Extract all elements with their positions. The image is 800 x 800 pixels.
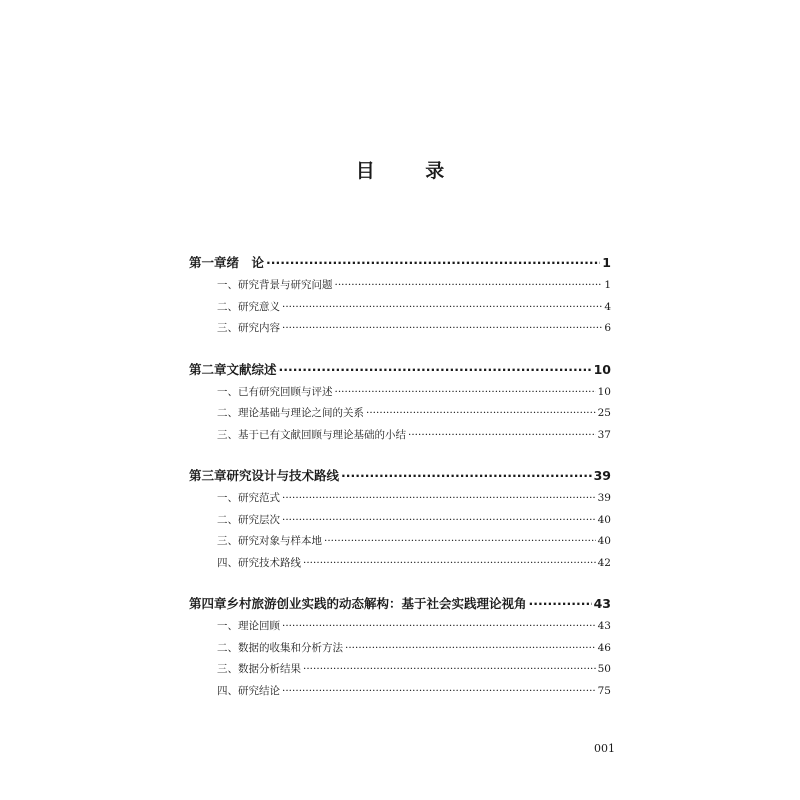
toc-section-entry[interactable] xyxy=(189,403,611,425)
chapter-title: 绪 论 xyxy=(226,255,265,270)
chapter-number: 第一章 xyxy=(189,255,227,270)
chapter-page-number: 39 xyxy=(593,468,611,483)
toc-chapter-entry[interactable] xyxy=(189,360,611,380)
section-title: 二、研究意义 xyxy=(217,300,280,313)
chapter-title: 文献综述 xyxy=(226,361,277,377)
dot-leader xyxy=(282,488,596,510)
chapter-title: 研究设计与技术路线 xyxy=(226,468,340,483)
dot-leader xyxy=(366,403,596,425)
toc-chapter xyxy=(189,253,611,340)
toc-chapter-entry[interactable] xyxy=(189,466,611,486)
dot-leader xyxy=(408,425,596,447)
dot-leader xyxy=(335,275,603,297)
toc-chapter xyxy=(189,594,611,702)
chapter-page-number: 10 xyxy=(593,361,611,377)
dot-leader xyxy=(335,382,596,404)
section-title: 一、研究背景与研究问题 xyxy=(217,279,333,291)
section-page-number: 75 xyxy=(597,684,611,697)
section-title: 三、数据分析结果 xyxy=(217,663,301,675)
section-page-number: 46 xyxy=(597,641,611,654)
dot-leader xyxy=(529,594,592,614)
toc-chapter xyxy=(189,360,611,447)
toc-chapter-entry[interactable] xyxy=(189,594,611,614)
toc-section-entry[interactable] xyxy=(189,531,611,553)
toc-section-entry[interactable] xyxy=(189,553,611,575)
section-title: 二、数据的收集和分析方法 xyxy=(217,641,343,654)
section-page-number: 10 xyxy=(597,385,611,398)
section-page-number: 4 xyxy=(604,300,611,313)
section-page-number: 40 xyxy=(597,513,611,526)
dot-leader xyxy=(345,638,596,660)
section-page-number: 25 xyxy=(597,407,611,419)
section-title: 二、理论基础与理论之间的关系 xyxy=(217,407,364,419)
toc-section-entry[interactable] xyxy=(189,318,611,340)
dot-leader xyxy=(282,318,602,340)
section-title: 一、研究范式 xyxy=(217,492,280,504)
toc-section-entry[interactable] xyxy=(189,425,611,447)
section-title: 四、研究技术路线 xyxy=(217,556,301,569)
section-page-number: 1 xyxy=(604,279,611,291)
chapter-number: 第四章 xyxy=(189,596,227,611)
section-page-number: 50 xyxy=(597,663,611,675)
dot-leader xyxy=(324,531,596,553)
toc-section-entry[interactable] xyxy=(189,488,611,510)
section-page-number: 37 xyxy=(597,428,611,441)
toc-section-entry[interactable] xyxy=(189,616,611,638)
dot-leader xyxy=(303,553,596,575)
section-page-number: 39 xyxy=(597,492,611,504)
page-title: 目 录 xyxy=(355,160,467,182)
section-page-number: 42 xyxy=(597,556,611,569)
section-title: 三、研究对象与样本地 xyxy=(217,535,322,547)
toc-section-entry[interactable] xyxy=(189,681,611,703)
dot-leader xyxy=(282,616,596,638)
section-title: 三、基于已有文献回顾与理论基础的小结 xyxy=(217,428,406,441)
toc-section-entry[interactable] xyxy=(189,382,611,404)
section-page-number: 6 xyxy=(604,322,611,334)
section-title: 一、理论回顾 xyxy=(217,620,280,632)
toc-section-entry[interactable] xyxy=(189,297,611,319)
chapter-number: 第二章 xyxy=(189,361,227,377)
chapter-number: 第三章 xyxy=(189,468,227,483)
section-title: 四、研究结论 xyxy=(217,684,280,697)
section-title: 三、研究内容 xyxy=(217,322,280,334)
section-title: 二、研究层次 xyxy=(217,513,280,526)
dot-leader xyxy=(341,466,592,486)
dot-leader xyxy=(282,681,596,703)
toc-chapter-entry[interactable] xyxy=(189,253,611,273)
dot-leader xyxy=(279,360,592,380)
section-page-number: 43 xyxy=(597,620,611,632)
toc-section-entry[interactable] xyxy=(189,638,611,660)
toc-section-entry[interactable] xyxy=(189,275,611,297)
chapter-page-number: 1 xyxy=(602,255,611,270)
toc-section-entry[interactable] xyxy=(189,510,611,532)
section-page-number: 40 xyxy=(597,535,611,547)
chapter-page-number: 43 xyxy=(593,596,611,611)
chapter-title: 乡村旅游创业实践的动态解构：基于社会实践理论视角 xyxy=(226,596,527,611)
page-number: 001 xyxy=(594,742,615,755)
table-of-contents xyxy=(189,253,611,722)
toc-chapter xyxy=(189,466,611,574)
dot-leader xyxy=(282,297,602,319)
dot-leader xyxy=(282,510,596,532)
dot-leader xyxy=(266,253,600,273)
section-title: 一、已有研究回顾与评述 xyxy=(217,385,333,398)
toc-section-entry[interactable] xyxy=(189,659,611,681)
dot-leader xyxy=(303,659,596,681)
